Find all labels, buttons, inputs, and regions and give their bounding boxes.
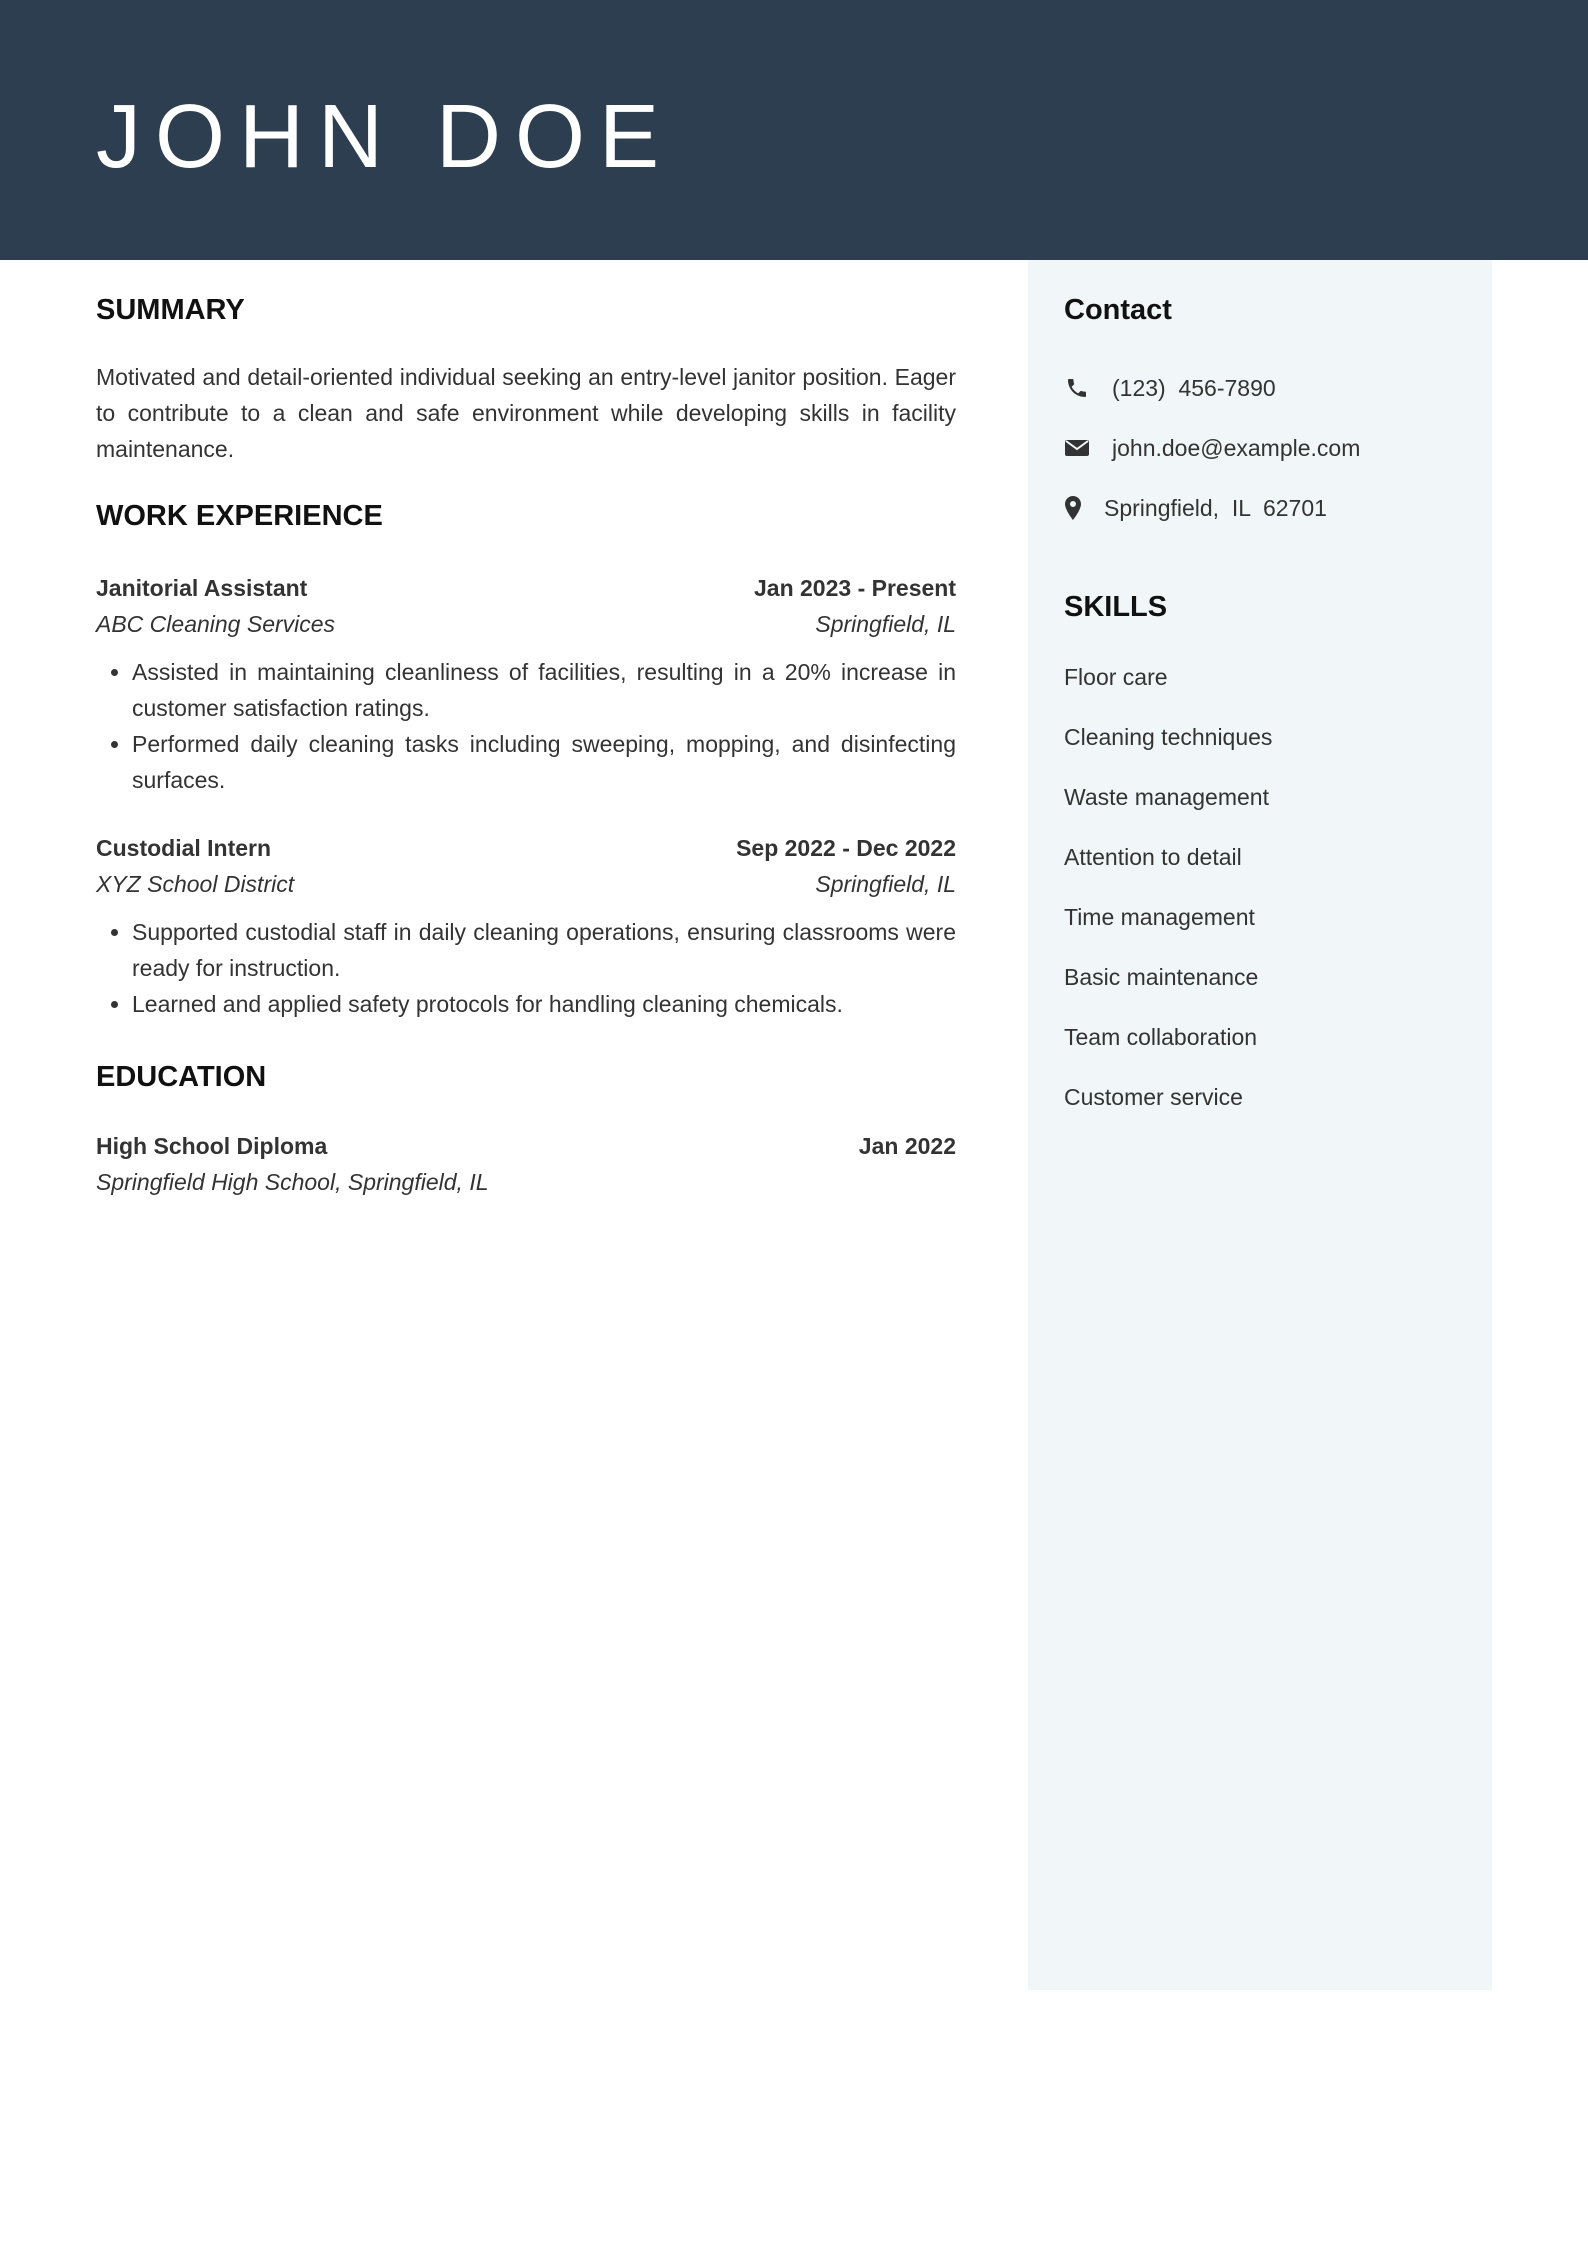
job-bullet: • Supported custodial staff in daily cleaning operations, ensuring classrooms were ready for instruction.: [132, 914, 956, 986]
skills-list: [1064, 659, 1272, 1139]
contact-phone: [1064, 370, 1276, 406]
skill-item: Floor care: [1064, 664, 1168, 690]
job-location: Springfield, IL: [815, 871, 956, 897]
skill-item: Attention to detail: [1064, 844, 1242, 870]
sidebar: [1028, 260, 1492, 1990]
job-role: Custodial Intern: [96, 835, 272, 861]
summary-text: Motivated and detail-oriented individual seeking an entry-level janitor position. Eager to contribute to a clean and safe environment while developing skills in facility maintenance.: [96, 364, 956, 462]
phone-icon: [1064, 375, 1090, 401]
summary-heading: SUMMARY: [96, 294, 245, 326]
job-bullets: [96, 654, 956, 798]
job-company: XYZ School District: [96, 871, 295, 897]
job-role: Janitorial Assistant: [96, 575, 308, 601]
contact-email-text: john.doe@example.com: [1112, 434, 1361, 461]
job-bullets: [96, 914, 956, 1022]
person-name: JOHN DOE: [96, 87, 674, 187]
job-dates: Jan 2023 - Present: [753, 575, 956, 601]
job-location: Springfield, IL: [815, 611, 956, 637]
job-entry: [96, 830, 956, 1022]
education-heading: EDUCATION: [96, 1061, 267, 1093]
map-pin-icon: [1064, 495, 1082, 521]
skill-item: Team collaboration: [1064, 1024, 1258, 1050]
job-bullet: • Assisted in maintaining cleanliness of facilities, resulting in a 20% increase in customer satisfaction ratings.: [132, 654, 956, 726]
contact-location: [1064, 490, 1327, 526]
skill-item: Basic maintenance: [1064, 964, 1259, 990]
job-dates: Sep 2022 - Dec 2022: [736, 835, 956, 861]
skill-item: Waste management: [1064, 784, 1269, 810]
job-bullet: • Performed daily cleaning tasks including sweeping, mopping, and disinfecting surfaces.: [132, 726, 956, 798]
job-bullet: • Learned and applied safety protocols for handling cleaning chemicals.: [132, 986, 956, 1022]
education-school: Springfield High School, Springfield, IL: [96, 1169, 489, 1195]
skills-heading: SKILLS: [1064, 591, 1168, 623]
envelope-icon: [1064, 435, 1090, 461]
skill-item: Cleaning techniques: [1064, 724, 1273, 750]
contact-heading: Contact: [1064, 294, 1172, 326]
header-banner: [0, 0, 1588, 260]
job-company: ABC Cleaning Services: [96, 611, 336, 637]
skill-item: Customer service: [1064, 1084, 1243, 1110]
job-entry: [96, 570, 956, 798]
work-experience-heading: WORK EXPERIENCE: [96, 500, 383, 532]
education-entry: [96, 1128, 956, 1200]
contact-phone-text: (123) 456-7890: [1112, 374, 1276, 401]
education-date: Jan 2022: [858, 1133, 956, 1159]
contact-location-text: Springfield, IL 62701: [1104, 494, 1327, 521]
skill-item: Time management: [1064, 904, 1255, 930]
education-degree: High School Diploma: [96, 1133, 328, 1159]
contact-email: [1064, 430, 1360, 466]
